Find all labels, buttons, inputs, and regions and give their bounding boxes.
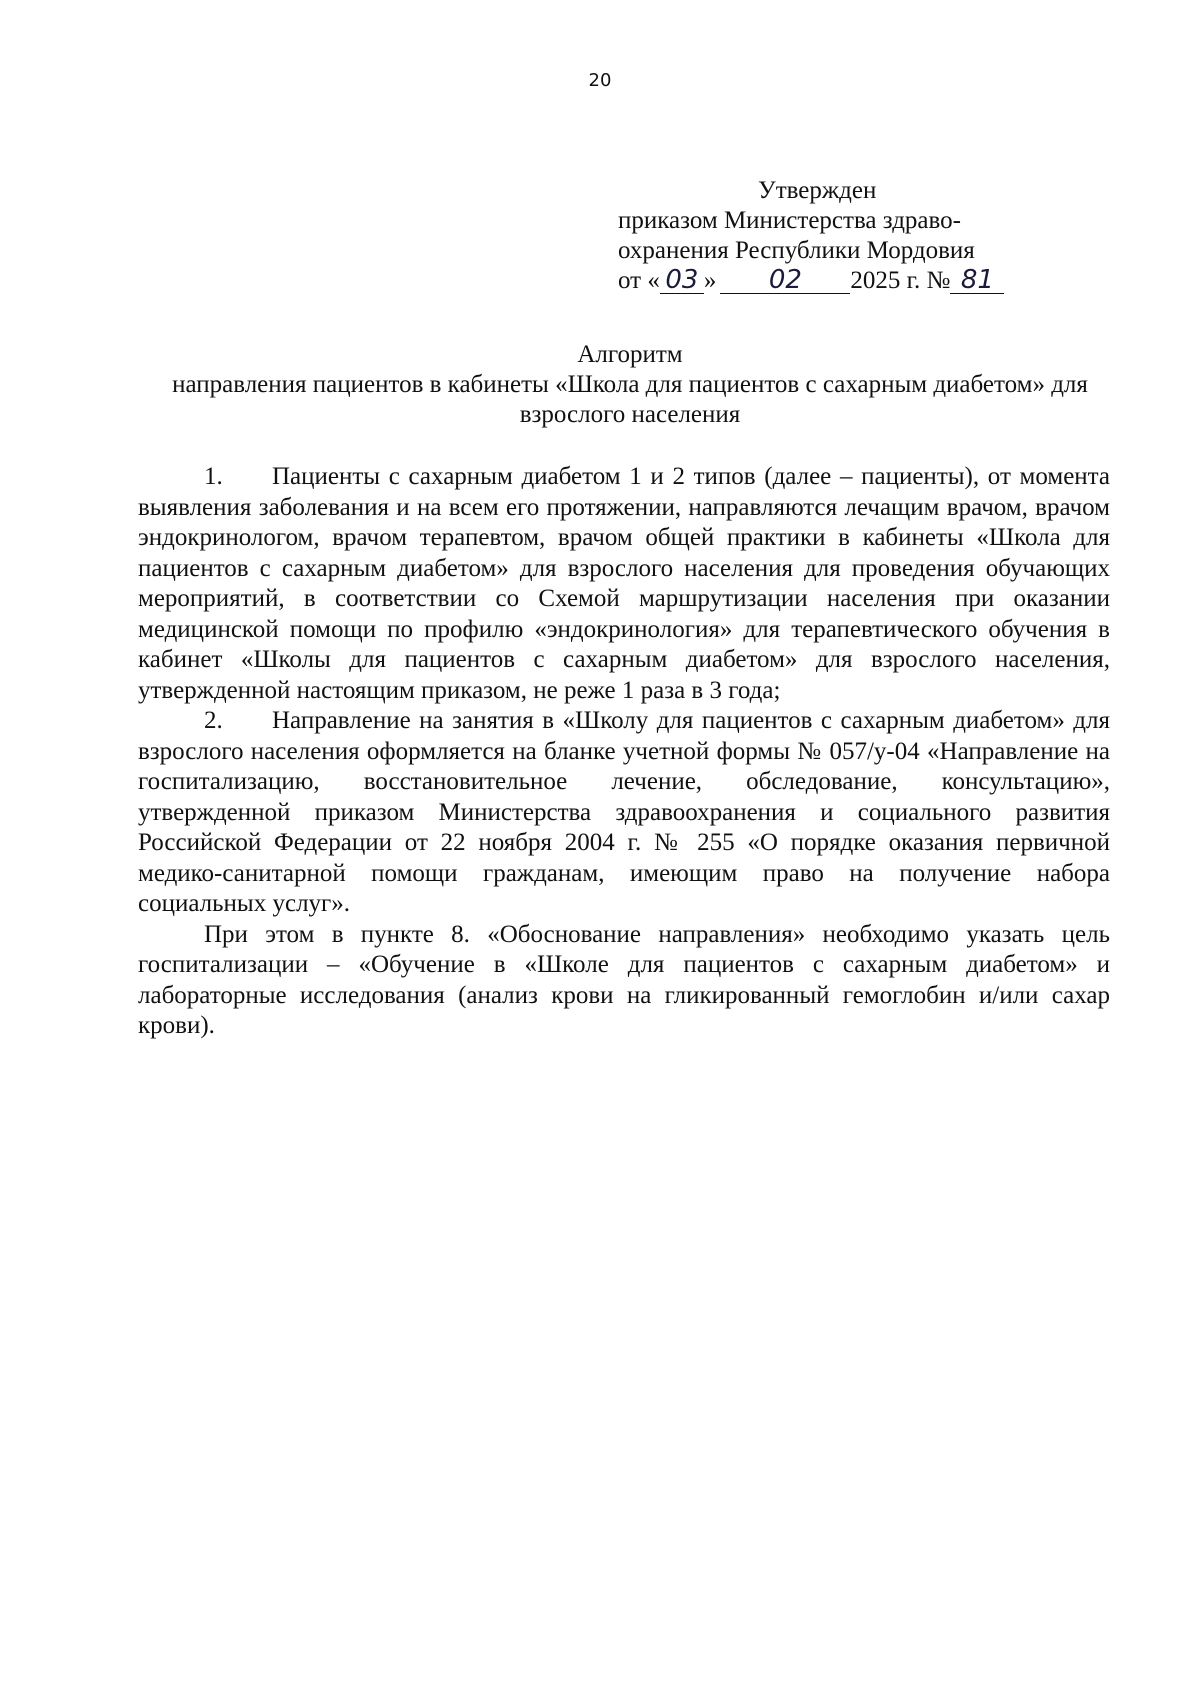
heading-title: Алгоритм (577, 341, 683, 368)
closing-paragraph: При этом в пункте 8. «Обоснование направления» необходимо указать цель госпитализации – «Обучение в «Школе для пациентов с сахарным диабетом» и лабораторные исследования (анализ крови на гликированный гемоглобин и/или сахар крови). (138, 920, 1110, 1039)
item-number: 2. (204, 707, 223, 734)
date-year: 2025 г. № (850, 267, 951, 294)
approval-line-2: охранения Республики Мордовия (618, 237, 975, 264)
item-text: Пациенты с сахарным диабетом 1 и 2 типов (далее – пациенты), от момента выявления заболевания и на всем его протяжении, направляются лечащим врачом, врачом эндокринологом, врачом терапевтом, врачом общей практики в кабинеты «Школа для пациентов с сахарным диабетом» для взрослого населения для проведения обучающих мероприятий, в соответствии со Схемой маршрутизации населения при оказании медицинской помощи по профилю «эндокринология» для терапевтического обучения в кабинет «Школы для пациентов с сахарным диабетом» для взрослого населения, утвержденной настоящим приказом, не реже 1 раза в 3 года; (138, 463, 1110, 704)
page-number: 20 (588, 70, 612, 91)
approval-block (618, 176, 1038, 296)
document-heading (160, 340, 1100, 430)
item-text: Направление на занятия в «Школу для пациентов с сахарным диабетом» для взрослого населения оформляется на бланке учетной формы № 057/у-04 «Направление на госпитализацию, восстановительное лечение, обследование, консультацию», утвержденной приказом Министерства здравоохранения и социального развития Российской Федерации от 22 ноября 2004 г. № 255 «О порядке оказания первичной медико-санитарной помощи гражданам, имеющим право на получение набора социальных услуг». (138, 707, 1110, 917)
date-mid: » (703, 267, 717, 294)
date-prefix: от « (618, 267, 660, 294)
document-body (138, 462, 1110, 1042)
handwritten-month: 02 (720, 267, 850, 294)
handwritten-order-number: 81 (950, 267, 1004, 294)
list-item (138, 462, 1110, 706)
heading-subtitle: направления пациентов в кабинеты «Школа для пациентов с сахарным диабетом» для взрослого населения (172, 371, 1088, 428)
approval-title: Утвержден (758, 177, 877, 204)
list-item (138, 706, 1110, 920)
handwritten-day: 03 (660, 267, 704, 294)
order-date-line (618, 266, 1038, 296)
item-number: 1. (204, 463, 223, 490)
approval-line-1: приказом Министерства здраво- (618, 207, 961, 234)
